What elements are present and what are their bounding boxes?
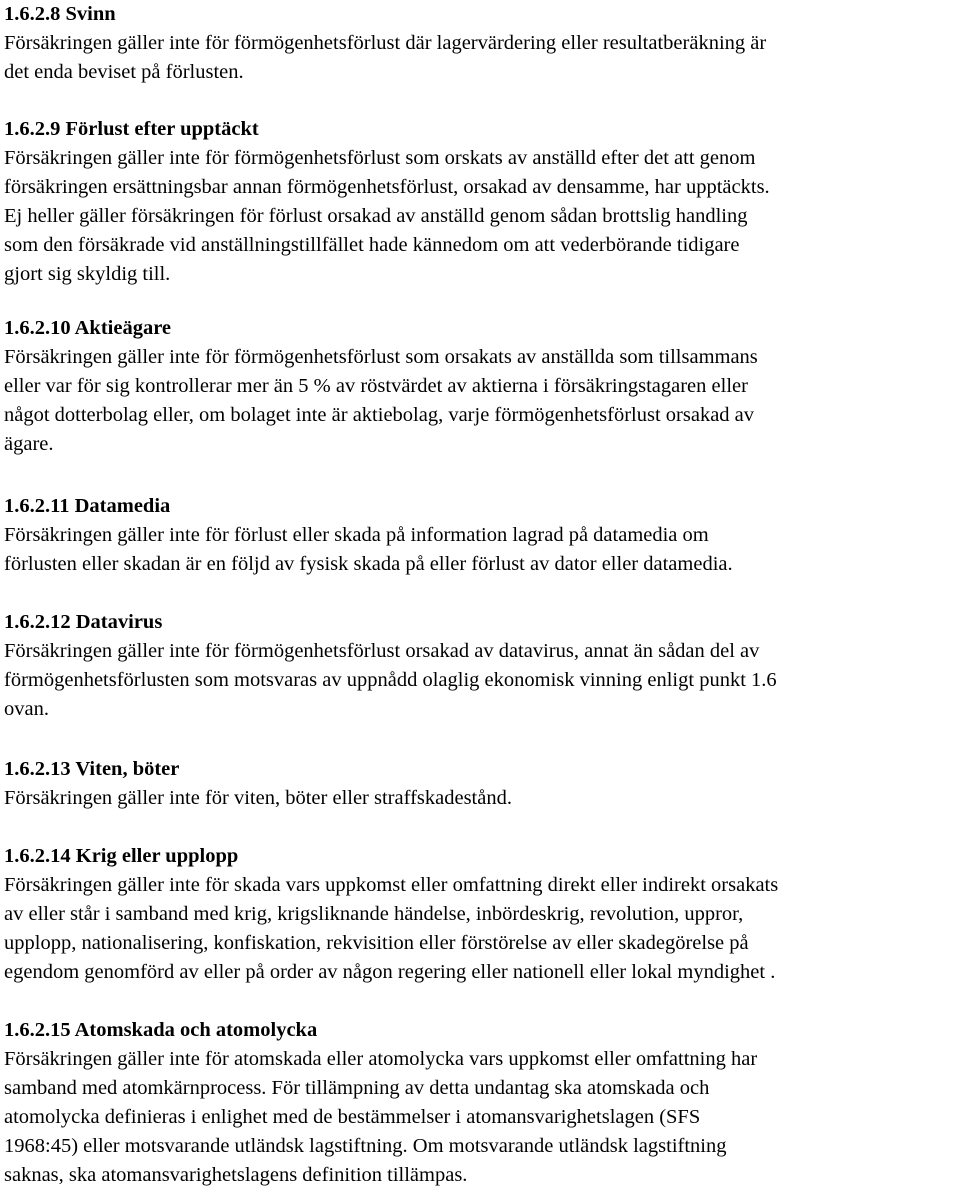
paragraph-line: Försäkringen gäller inte för förmögenhetsförlust där lagervärdering eller resultatberäkning är bbox=[4, 32, 767, 54]
paragraph-line: ovan. bbox=[4, 698, 49, 720]
paragraph-line: Försäkringen gäller inte för viten, böter eller straffskadestånd. bbox=[4, 787, 512, 809]
section-heading: 1.6.2.14 Krig eller upplopp bbox=[4, 845, 239, 867]
section-datamedia bbox=[4, 492, 958, 579]
paragraph-line: det enda beviset på förlusten. bbox=[4, 61, 244, 83]
paragraph-line: atomolycka definieras i enlighet med de bestämmelser i atomansvarighetslagen (SFS bbox=[4, 1106, 701, 1128]
paragraph-line: gjort sig skyldig till. bbox=[4, 263, 171, 285]
paragraph-line: upplopp, nationalisering, konfiskation, rekvisition eller förstörelse av eller skadegörelse på bbox=[4, 932, 749, 954]
paragraph-line: Försäkringen gäller inte för skada vars uppkomst eller omfattning direkt eller indirekt orsakats bbox=[4, 874, 779, 896]
paragraph-line: som den försäkrade vid anställningstillfället hade kännedom om att vederbörande tidigare bbox=[4, 234, 740, 256]
section-datavirus bbox=[4, 608, 958, 724]
paragraph-line: något dotterbolag eller, om bolaget inte är aktiebolag, varje förmögenhetsförlust orsakad av bbox=[4, 404, 755, 426]
section-heading: 1.6.2.8 Svinn bbox=[4, 3, 116, 25]
paragraph-line: förlusten eller skadan är en följd av fysisk skada på eller förlust av dator eller datamedia. bbox=[4, 553, 733, 575]
section-heading: 1.6.2.13 Viten, böter bbox=[4, 758, 180, 780]
paragraph-line: samband med atomkärnprocess. För tillämpning av detta undantag ska atomskada och bbox=[4, 1077, 710, 1099]
section-krig-eller-upplopp bbox=[4, 842, 958, 987]
section-atomskada-och-atomolycka bbox=[4, 1016, 958, 1190]
section-heading: 1.6.2.10 Aktieägare bbox=[4, 317, 172, 339]
paragraph-line: ägare. bbox=[4, 433, 54, 455]
paragraph-line: förmögenhetsförlusten som motsvaras av uppnådd olaglig ekonomisk vinning enligt punkt 1.6 bbox=[4, 669, 777, 691]
paragraph-line: Försäkringen gäller inte för förmögenhetsförlust som orskats av anställd efter det att genom bbox=[4, 147, 756, 169]
section-forlust-efter-upptackt bbox=[4, 115, 958, 289]
paragraph-line: egendom genomförd av eller på order av någon regering eller nationell eller lokal myndighet . bbox=[4, 961, 776, 983]
section-aktieagare bbox=[4, 314, 958, 459]
paragraph-line: saknas, ska atomansvarighetslagens definition tillämpas. bbox=[4, 1164, 468, 1186]
paragraph-line: Försäkringen gäller inte för förmögenhetsförlust orsakad av datavirus, annat än sådan del av bbox=[4, 640, 760, 662]
paragraph-line: 1968:45) eller motsvarande utländsk lagstiftning. Om motsvarande utländsk lagstiftning bbox=[4, 1135, 727, 1157]
paragraph-line: Försäkringen gäller inte för förlust eller skada på information lagrad på datamedia om bbox=[4, 524, 709, 546]
section-svinn bbox=[4, 0, 958, 87]
paragraph-line: eller var för sig kontrollerar mer än 5 % av röstvärdet av aktierna i försäkringstagaren eller bbox=[4, 375, 748, 397]
section-heading: 1.6.2.9 Förlust efter upptäckt bbox=[4, 118, 259, 140]
paragraph-line: Försäkringen gäller inte för atomskada eller atomolycka vars uppkomst eller omfattning har bbox=[4, 1048, 758, 1070]
section-heading: 1.6.2.15 Atomskada och atomolycka bbox=[4, 1019, 318, 1041]
paragraph-line: av eller står i samband med krig, krigsliknande händelse, inbördeskrig, revolution, uppror, bbox=[4, 903, 744, 925]
paragraph-line: Försäkringen gäller inte för förmögenhetsförlust som orsakats av anställda som tillsammans bbox=[4, 346, 758, 368]
section-viten-boter bbox=[4, 755, 958, 813]
section-heading: 1.6.2.12 Datavirus bbox=[4, 611, 163, 633]
paragraph-line: försäkringen ersättningsbar annan förmögenhetsförlust, orsakad av densamme, har upptäckts. bbox=[4, 176, 770, 198]
section-heading: 1.6.2.11 Datamedia bbox=[4, 495, 171, 517]
paragraph-line: Ej heller gäller försäkringen för förlust orsakad av anställd genom sådan brottslig handling bbox=[4, 205, 748, 227]
